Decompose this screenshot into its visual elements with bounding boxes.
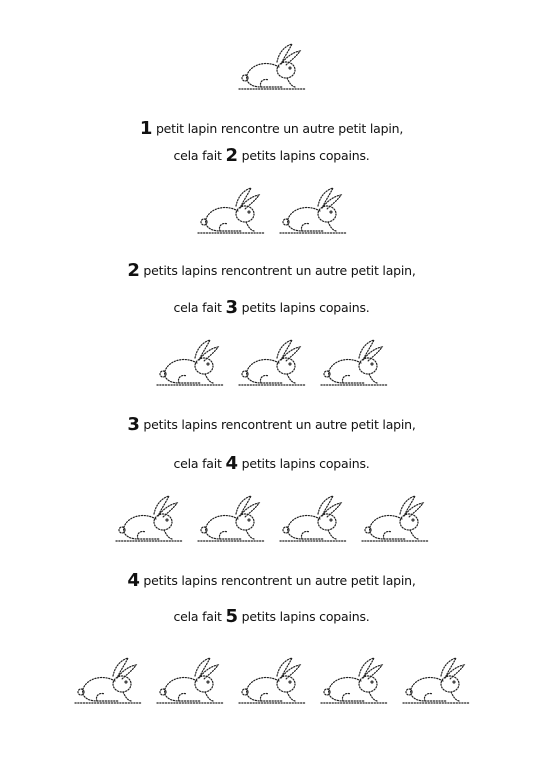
- verse-4-line-2-prefix: cela fait: [173, 609, 226, 624]
- verse-3-next-count: 4: [225, 453, 238, 474]
- bunny-row-1: [0, 42, 543, 92]
- verse-1-line-2: [0, 145, 543, 166]
- verse-2-next-count: 3: [225, 297, 238, 318]
- verse-3-count: 3: [127, 414, 140, 435]
- verse-1-line-2-prefix: cela fait: [173, 148, 226, 163]
- verse-4-next-count: 5: [225, 606, 238, 627]
- rabbit-icon: [278, 186, 348, 236]
- bunny-row-4: [0, 494, 543, 544]
- verse-2-line-2-text: petits lapins copains.: [237, 300, 370, 315]
- rabbit-icon: [237, 42, 307, 92]
- verse-2-line-1: [0, 260, 543, 281]
- verse-2-line-2: [0, 297, 543, 318]
- bunny-row-2: [0, 186, 543, 236]
- rabbit-icon: [73, 656, 143, 706]
- rabbit-icon: [155, 656, 225, 706]
- verse-1-count: 1: [139, 118, 153, 139]
- rabbit-icon: [278, 494, 348, 544]
- rabbit-icon: [196, 186, 266, 236]
- rabbit-icon: [401, 656, 471, 706]
- bunny-row-3: [0, 338, 543, 388]
- verse-3-line-1-text: petits lapins rencontrent un autre petit lapin,: [139, 417, 416, 432]
- verse-3-line-2-prefix: cela fait: [173, 456, 226, 471]
- verse-4-line-1: [0, 570, 543, 591]
- rabbit-icon: [237, 656, 307, 706]
- verse-4-line-2-text: petits lapins copains.: [237, 609, 370, 624]
- verse-4-line-1-text: petits lapins rencontrent un autre petit lapin,: [139, 573, 416, 588]
- rabbit-icon: [196, 494, 266, 544]
- verse-1-line-2-text: petits lapins copains.: [237, 148, 370, 163]
- verse-3-line-1: [0, 414, 543, 435]
- rabbit-icon: [360, 494, 430, 544]
- verse-1-line-1-text: petit lapin rencontre un autre petit lapin,: [152, 121, 404, 136]
- verse-2-line-1-text: petits lapins rencontrent un autre petit lapin,: [139, 263, 416, 278]
- verse-3-line-2: [0, 453, 543, 474]
- verse-1-line-1: [0, 118, 543, 139]
- verse-2-count: 2: [127, 260, 140, 281]
- bunny-row-5: [0, 656, 543, 706]
- rabbit-icon: [237, 338, 307, 388]
- verse-4-line-2: [0, 606, 543, 627]
- verse-3-line-2-text: petits lapins copains.: [237, 456, 370, 471]
- rabbit-icon: [155, 338, 225, 388]
- rabbit-icon: [319, 656, 389, 706]
- verse-2-line-2-prefix: cela fait: [173, 300, 226, 315]
- verse-1-next-count: 2: [225, 145, 238, 166]
- verse-4-count: 4: [127, 570, 140, 591]
- rabbit-icon: [114, 494, 184, 544]
- rabbit-icon: [319, 338, 389, 388]
